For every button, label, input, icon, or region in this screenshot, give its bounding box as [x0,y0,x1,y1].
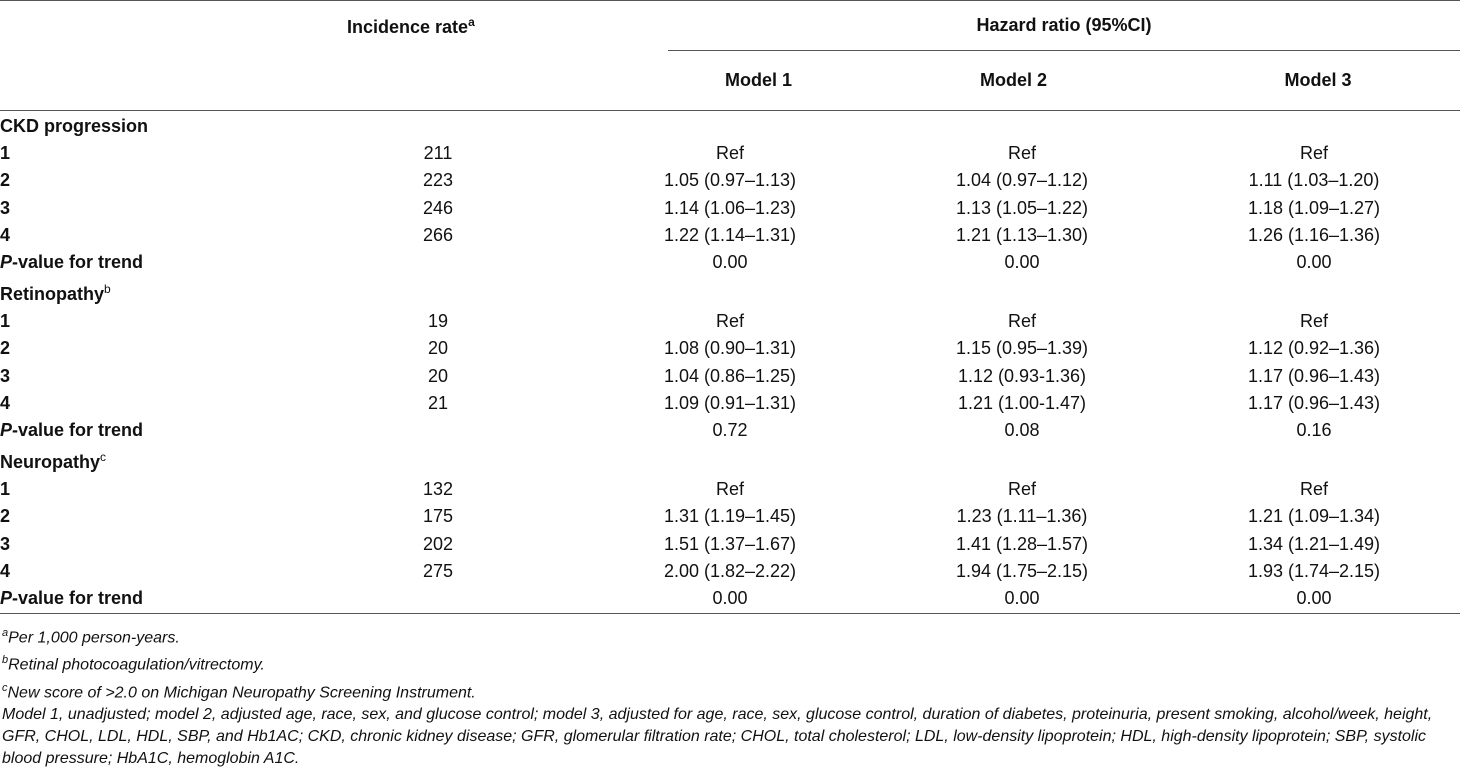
model-1-p-value: 0.00 [712,587,748,608]
table-row [0,558,1460,585]
model-3-cell: 1.26 (1.16–1.36) [1247,224,1381,245]
table-row [0,363,1460,390]
model-3-cell: 1.12 (0.92–1.36) [1247,338,1381,359]
table-row [0,530,1460,557]
section-header-row [0,113,1460,140]
top-rule [0,0,1460,1]
table-row [0,390,1460,417]
incidence-rate-header: Incidence rate$^a$ [347,15,475,37]
section-header-row [0,444,1460,476]
model-2-cell: 1.12 (0.93-1.36) [957,365,1087,386]
model-2-p-value: 0.00 [1004,252,1040,273]
quartile-label: 2 [0,338,11,359]
section-title [0,276,1460,308]
model-3-cell: 1.18 (1.09–1.27) [1247,197,1381,218]
quartile-label: 2 [0,170,11,191]
model-1-cell: Ref [715,311,744,332]
incidence-rate-cell: 275 [422,560,454,581]
incidence-rate-cell: 20 [427,365,449,386]
model-1-cell: 1.31 (1.19–1.45) [663,506,797,527]
footnote-marker: b [104,282,111,297]
model-2-cell: 1.94 (1.75–2.15) [955,560,1089,581]
model-2-cell: 1.21 (1.00-1.47) [957,392,1087,413]
model-1-cell: 1.14 (1.06–1.23) [663,197,797,218]
quartile-label: 3 [0,365,11,386]
p-trend-label [0,585,292,612]
model-1-cell: 1.08 (0.90–1.31) [663,338,797,359]
model-3-header: Model 3 [1284,70,1352,90]
incidence-rate-cell: 21 [427,392,449,413]
hazard-subheader-rule [668,50,1460,51]
model-2-cell: 1.13 (1.05–1.22) [955,197,1089,218]
quartile-label: 1 [0,479,11,500]
model-2-cell: Ref [1007,479,1036,500]
table-row [0,222,1460,249]
model-3-p-value: 0.00 [1296,587,1332,608]
incidence-rate-cell: 211 [423,143,453,164]
table-bottom-rule [0,613,1460,614]
model-3-cell: 1.21 (1.09–1.34) [1247,506,1381,527]
p-trend-row [0,249,1460,276]
footnote-a: $^a$Per 1,000 person-years. [2,627,180,647]
p-letter: P [0,587,13,608]
table-row [0,167,1460,194]
p-trend-row [0,585,1460,612]
incidence-rate-cell: 132 [422,479,454,500]
model-3-cell: Ref [1299,143,1328,164]
model-2-cell: Ref [1007,143,1036,164]
p-letter: P [0,419,13,440]
model-3-cell: 1.11 (1.03–1.20) [1248,170,1380,191]
incidence-rate-cell: 266 [422,224,454,245]
model-1-p-value: 0.00 [712,252,748,273]
section-title [0,113,1460,140]
quartile-label: 4 [0,392,11,413]
incidence-rate-cell: 246 [422,197,454,218]
table-row [0,308,1460,335]
results-table [0,113,1460,612]
footnote-c: $^c$New score of >2.0 on Michigan Neuropathy Screening Instrument. [2,681,476,701]
model-2-cell: 1.04 (0.97–1.12) [955,170,1089,191]
p-trend-label-text: -value for trend [12,587,144,608]
quartile-label: 1 [0,143,11,164]
incidence-rate-cell: 175 [422,506,454,527]
table-row [0,476,1460,503]
model-2-p-value: 0.00 [1004,587,1040,608]
model-1-cell: 1.05 (0.97–1.13) [663,170,797,191]
model-1-cell: 1.04 (0.86–1.25) [663,365,797,386]
incidence-rate-cell: 20 [427,338,449,359]
empty-cell [292,585,584,612]
model-1-cell: Ref [715,479,744,500]
model-2-cell: 1.21 (1.13–1.30) [955,224,1089,245]
model-note: Model 1, unadjusted; model 2, adjusted age, race, sex, and glucose control; model 3, adjusted for age, race, sex, glucose control, duration of diabetes, proteinuria, present smoking, alcohol/week, height, GFR, CHOL, LDL, HDL, SBP, and Hb1AC; CKD, chronic kidney disease; GFR, glomerular filtration rate; CHOL, total cholesterol; LDL, low-density lipoprotein; HDL, high-density lipoprotein; SBP, systolic blood pressure; HbA1C, hemoglobin A1C. [2,705,1433,767]
model-2-cell: 1.15 (0.95–1.39) [955,338,1089,359]
model-3-cell: 1.93 (1.74–2.15) [1247,560,1381,581]
incidence-rate-cell: 223 [422,170,454,191]
model-2-header: Model 2 [979,70,1047,90]
model-2-p-value: 0.08 [1004,419,1040,440]
model-1-cell: 2.00 (1.82–2.22) [663,560,797,581]
quartile-label: 1 [0,311,11,332]
model-3-cell: Ref [1299,311,1328,332]
model-3-cell: Ref [1299,479,1328,500]
p-trend-label [0,249,292,276]
model-2-cell: 1.23 (1.11–1.36) [956,506,1088,527]
section-title-text: CKD progression [0,116,149,137]
model-1-cell: 1.51 (1.37–1.67) [663,533,797,554]
model-2-cell: 1.41 (1.28–1.57) [955,533,1089,554]
footnote-marker: c [100,450,107,465]
section-title-text: Neuropathy [0,452,101,473]
quartile-label: 4 [0,560,11,581]
quartile-label: 3 [0,533,11,554]
p-letter: P [0,252,13,273]
header-bottom-rule [0,110,1460,111]
model-1-cell: 1.22 (1.14–1.31) [663,224,797,245]
footnote-b: $^b$Retinal photocoagulation/vitrectomy. [2,654,265,674]
model-3-p-value: 0.00 [1296,252,1332,273]
model-1-cell: 1.09 (0.91–1.31) [663,392,797,413]
table-row [0,335,1460,362]
footnotes [2,622,1458,770]
model-1-cell: Ref [715,143,744,164]
model-3-cell: 1.17 (0.96–1.43) [1247,365,1381,386]
empty-cell [292,249,584,276]
model-3-cell: 1.17 (0.96–1.43) [1247,392,1381,413]
quartile-label: 4 [0,224,11,245]
incidence-rate-cell: 19 [427,311,449,332]
section-header-row [0,276,1460,308]
p-trend-row [0,417,1460,444]
incidence-rate-cell: 202 [422,533,454,554]
model-1-p-value: 0.72 [712,419,748,440]
empty-cell [292,417,584,444]
model-2-cell: Ref [1007,311,1036,332]
p-trend-label-text: -value for trend [12,252,144,273]
section-title-text: Retinopathy [0,284,105,305]
table-row [0,140,1460,167]
table-row [0,195,1460,222]
model-1-header: Model 1 [724,70,792,90]
model-3-p-value: 0.16 [1296,419,1332,440]
section-title [0,444,1460,476]
table-row [0,503,1460,530]
model-3-cell: 1.34 (1.21–1.49) [1247,533,1381,554]
hazard-ratio-header: Hazard ratio (95%CI) [976,15,1152,35]
p-trend-label [0,417,292,444]
quartile-label: 2 [0,506,11,527]
quartile-label: 3 [0,197,11,218]
p-trend-label-text: -value for trend [12,419,144,440]
